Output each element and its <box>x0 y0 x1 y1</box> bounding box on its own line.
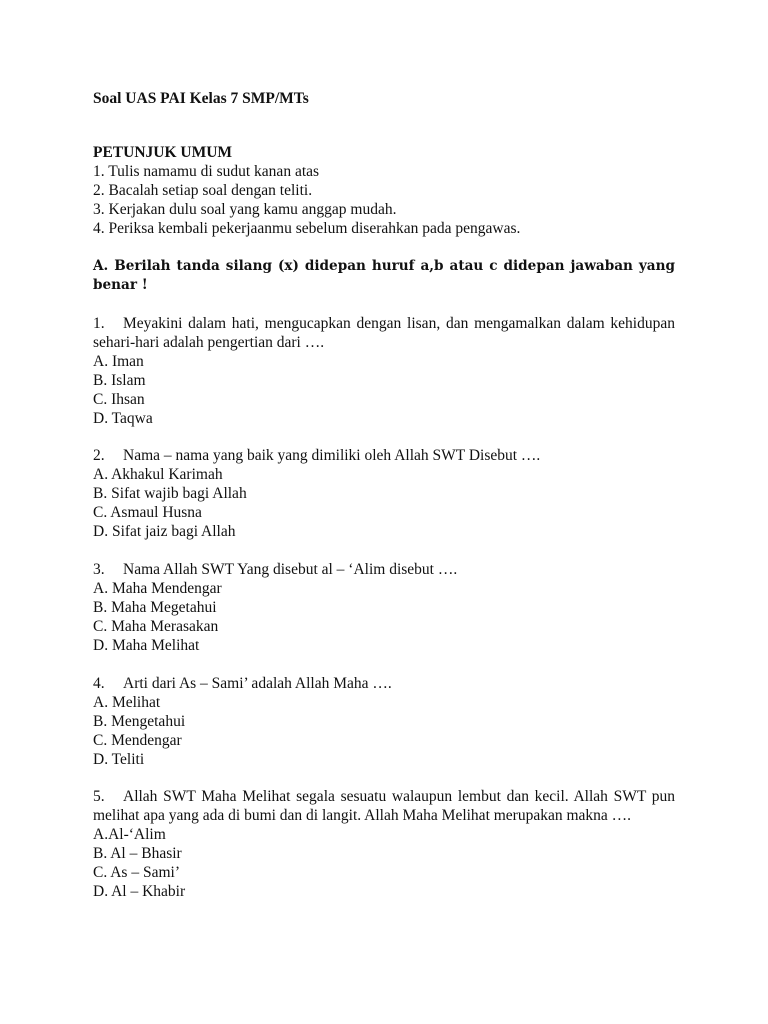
document-title: Soal UAS PAI Kelas 7 SMP/MTs <box>93 90 309 107</box>
answer-option: D. Al – Khabir <box>93 883 186 900</box>
instruction-item: 2. Bacalah setiap soal dengan teliti. <box>93 182 313 199</box>
answer-option: B. Sifat wajib bagi Allah <box>93 485 247 502</box>
answer-option: A. Melihat <box>93 694 161 711</box>
answer-option: B. Maha Megetahui <box>93 599 217 616</box>
question-1 <box>93 314 675 428</box>
answer-option: C. As – Sami’ <box>93 864 180 881</box>
question-number: 2. <box>93 447 105 464</box>
question-stem: Allah SWT Maha Melihat segala sesuatu walaupun lembut dan kecil. Allah SWT pun melihat apa yang ada di bumi dan di langit. Allah Maha Melihat merupakan makna …. <box>93 788 675 824</box>
answer-option: C. Mendengar <box>93 732 182 749</box>
answer-option: D. Teliti <box>93 751 145 768</box>
answer-option: B. Islam <box>93 372 146 389</box>
answer-option: C. Ihsan <box>93 391 145 408</box>
answer-option: B. Mengetahui <box>93 713 186 730</box>
question-4 <box>93 674 675 769</box>
answer-option: D. Taqwa <box>93 410 153 427</box>
answer-option: C. Maha Merasakan <box>93 618 219 635</box>
question-text <box>93 674 675 693</box>
question-2 <box>93 446 675 541</box>
answer-option: D. Maha Melihat <box>93 637 200 654</box>
answer-option: B. Al – Bhasir <box>93 845 182 862</box>
answer-option: A. Iman <box>93 353 144 370</box>
question-stem: Nama – nama yang baik yang dimiliki oleh Allah SWT Disebut …. <box>123 447 541 464</box>
instructions-block <box>93 143 675 238</box>
answer-option: C. Asmaul Husna <box>93 504 202 521</box>
question-5 <box>93 787 675 901</box>
question-number: 1. <box>93 315 105 332</box>
question-number: 5. <box>93 788 105 805</box>
instruction-item: 3. Kerjakan dulu soal yang kamu anggap mudah. <box>93 201 397 218</box>
answer-option: D. Sifat jaiz bagi Allah <box>93 523 236 540</box>
answer-option: A. Akhakul Karimah <box>93 466 223 483</box>
answer-option: A.Al-‘Alim <box>93 826 166 843</box>
question-stem: Arti dari As – Sami’ adalah Allah Maha …. <box>123 675 392 692</box>
instruction-item: 4. Periksa kembali pekerjaanmu sebelum diserahkan pada pengawas. <box>93 220 521 237</box>
question-text <box>93 787 675 825</box>
question-3 <box>93 560 675 655</box>
question-text <box>93 560 675 579</box>
answer-option: A. Maha Mendengar <box>93 580 222 597</box>
question-text <box>93 446 675 465</box>
instructions-heading: PETUNJUK UMUM <box>93 144 233 161</box>
question-number: 4. <box>93 675 105 692</box>
question-stem: Nama Allah SWT Yang disebut al – ‘Alim disebut …. <box>123 561 458 578</box>
instruction-item: 1. Tulis namamu di sudut kanan atas <box>93 163 320 180</box>
question-stem: Meyakini dalam hati, mengucapkan dengan lisan, dan mengamalkan dalam kehidupan sehari-hari adalah pengertian dari …. <box>93 315 675 351</box>
question-text <box>93 314 675 352</box>
question-number: 3. <box>93 561 105 578</box>
section-a-heading: A. Berilah tanda silang (x) didepan huruf a,b atau c didepan jawaban yang benar ! <box>93 258 675 293</box>
